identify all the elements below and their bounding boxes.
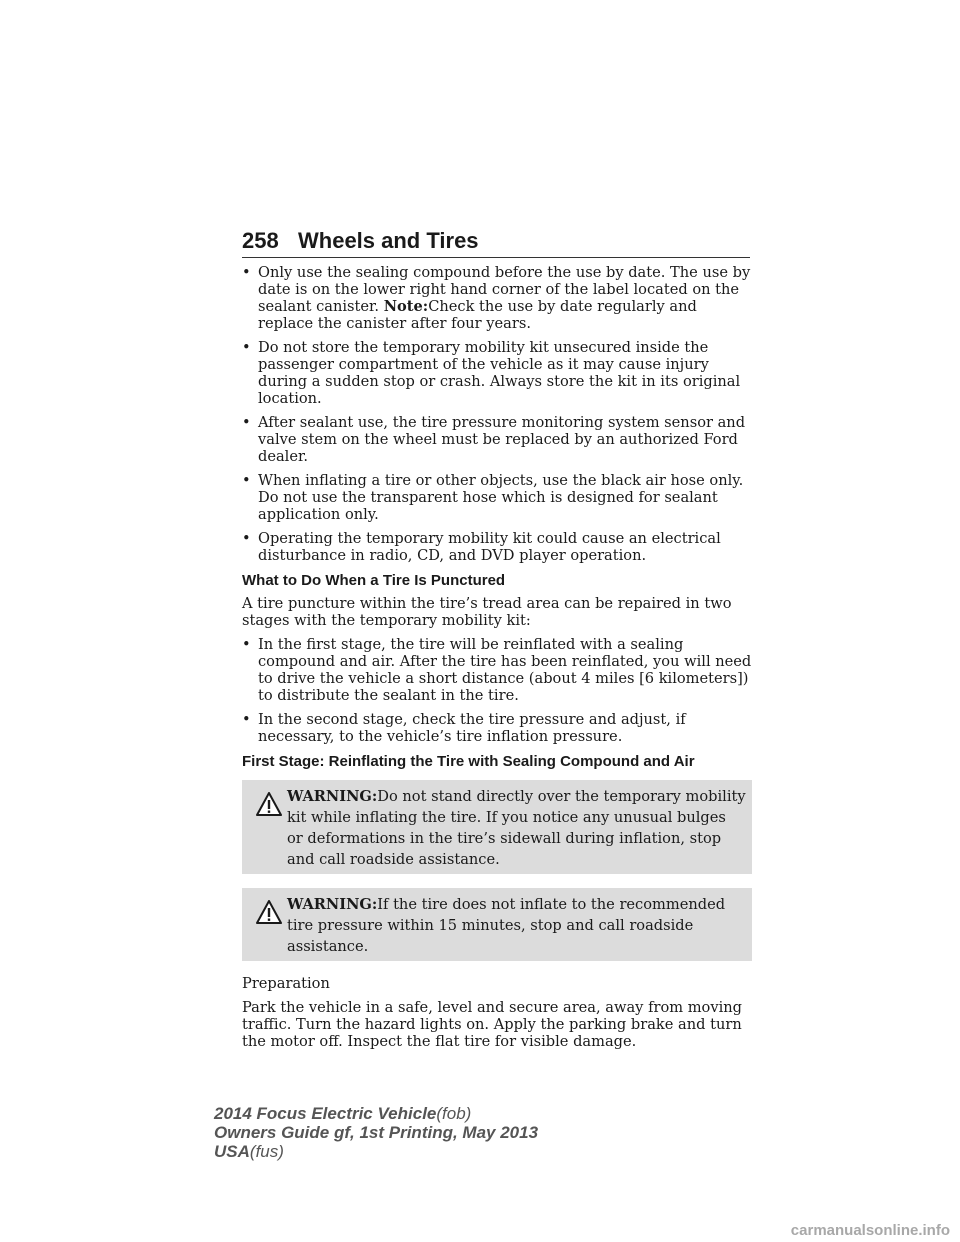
preparation-text: Park the vehicle in a safe, level and secure area, away from moving traffic. Turn the hazard lights on. Apply the parking brake and turn the motor off. Inspect the flat tire for visible damage. [242, 999, 742, 1050]
list-item: • In the second stage, check the tire pressure and adjust, if necessary, to the vehicle’s tire inflation pressure. [242, 711, 686, 745]
stage-bullet-list [242, 636, 752, 745]
top-bullet-list [242, 264, 752, 564]
note-label: Note: [383, 298, 429, 315]
page-header [242, 226, 750, 260]
section-title: Wheels and Tires [298, 228, 479, 253]
list-item: • Only use the sealing compound before the use by date. The use by date is on the lower right hand corner of the label located on the sealant canister. Note:Check the use by date regularly and replace the canister after four years. [242, 264, 751, 332]
bullet-mark: • [242, 530, 251, 547]
page-content [242, 264, 752, 1057]
list-item: • Operating the temporary mobility kit could cause an electrical disturbance in radio, CD, and DVD player operation. [242, 530, 721, 564]
page-number: 258 [242, 228, 279, 253]
preparation-label: Preparation [242, 975, 330, 992]
bullet-mark: • [242, 636, 251, 653]
bullet-mark: • [242, 414, 251, 431]
list-item: • Do not store the temporary mobility kit unsecured inside the passenger compartment of the vehicle as it may cause injury during a sudden stop or crash. Always store the kit in its original location. [242, 339, 741, 407]
list-item: • When inflating a tire or other objects, use the black air hose only. Do not use the transparent hose which is designed for sealant application only. [242, 472, 744, 523]
puncture-intro: A tire puncture within the tire’s tread area can be repaired in two stages with the temporary mobility kit: [242, 595, 732, 629]
list-item: • After sealant use, the tire pressure monitoring system sensor and valve stem on the wheel must be replaced by an authorized Ford dealer. [242, 414, 746, 465]
header-rule [242, 257, 750, 258]
warning-triangle-icon [256, 792, 282, 816]
section-heading-first-stage: First Stage: Reinflating the Tire with Sealing Compound and Air [242, 753, 695, 770]
watermark: carmanualsonline.info [790, 1222, 950, 1239]
warning-box [242, 780, 752, 874]
bullet-mark: • [242, 264, 251, 281]
warning-text: If the tire does not inflate to the recommended tire pressure within 15 minutes, stop and call roadside assistance. [287, 896, 726, 955]
warning-label: WARNING: [287, 788, 378, 805]
warning-triangle-icon [256, 900, 282, 924]
warning-box [242, 888, 752, 961]
list-item: • In the first stage, the tire will be reinflated with a sealing compound and air. After the tire has been reinflated, you will need to drive the vehicle a short distance (about 4 miles [6 kilometers]) to distribute the sealant in the tire. [242, 636, 752, 704]
warning-text: Do not stand directly over the temporary mobility kit while inflating the tire. If you notice any unusual bulges or deformations in the tire’s sidewall during inflation, stop and call roadside assistance. [287, 788, 746, 868]
bullet-mark: • [242, 339, 251, 356]
bullet-mark: • [242, 711, 251, 728]
bullet-mark: • [242, 472, 251, 489]
section-heading-puncture: What to Do When a Tire Is Punctured [242, 572, 506, 589]
document-footer: 2014 Focus Electric Vehicle(fob) Owners Guide gf, 1st Printing, May 2013 USA(fus) [214, 1104, 539, 1161]
warning-label: WARNING: [287, 896, 378, 913]
